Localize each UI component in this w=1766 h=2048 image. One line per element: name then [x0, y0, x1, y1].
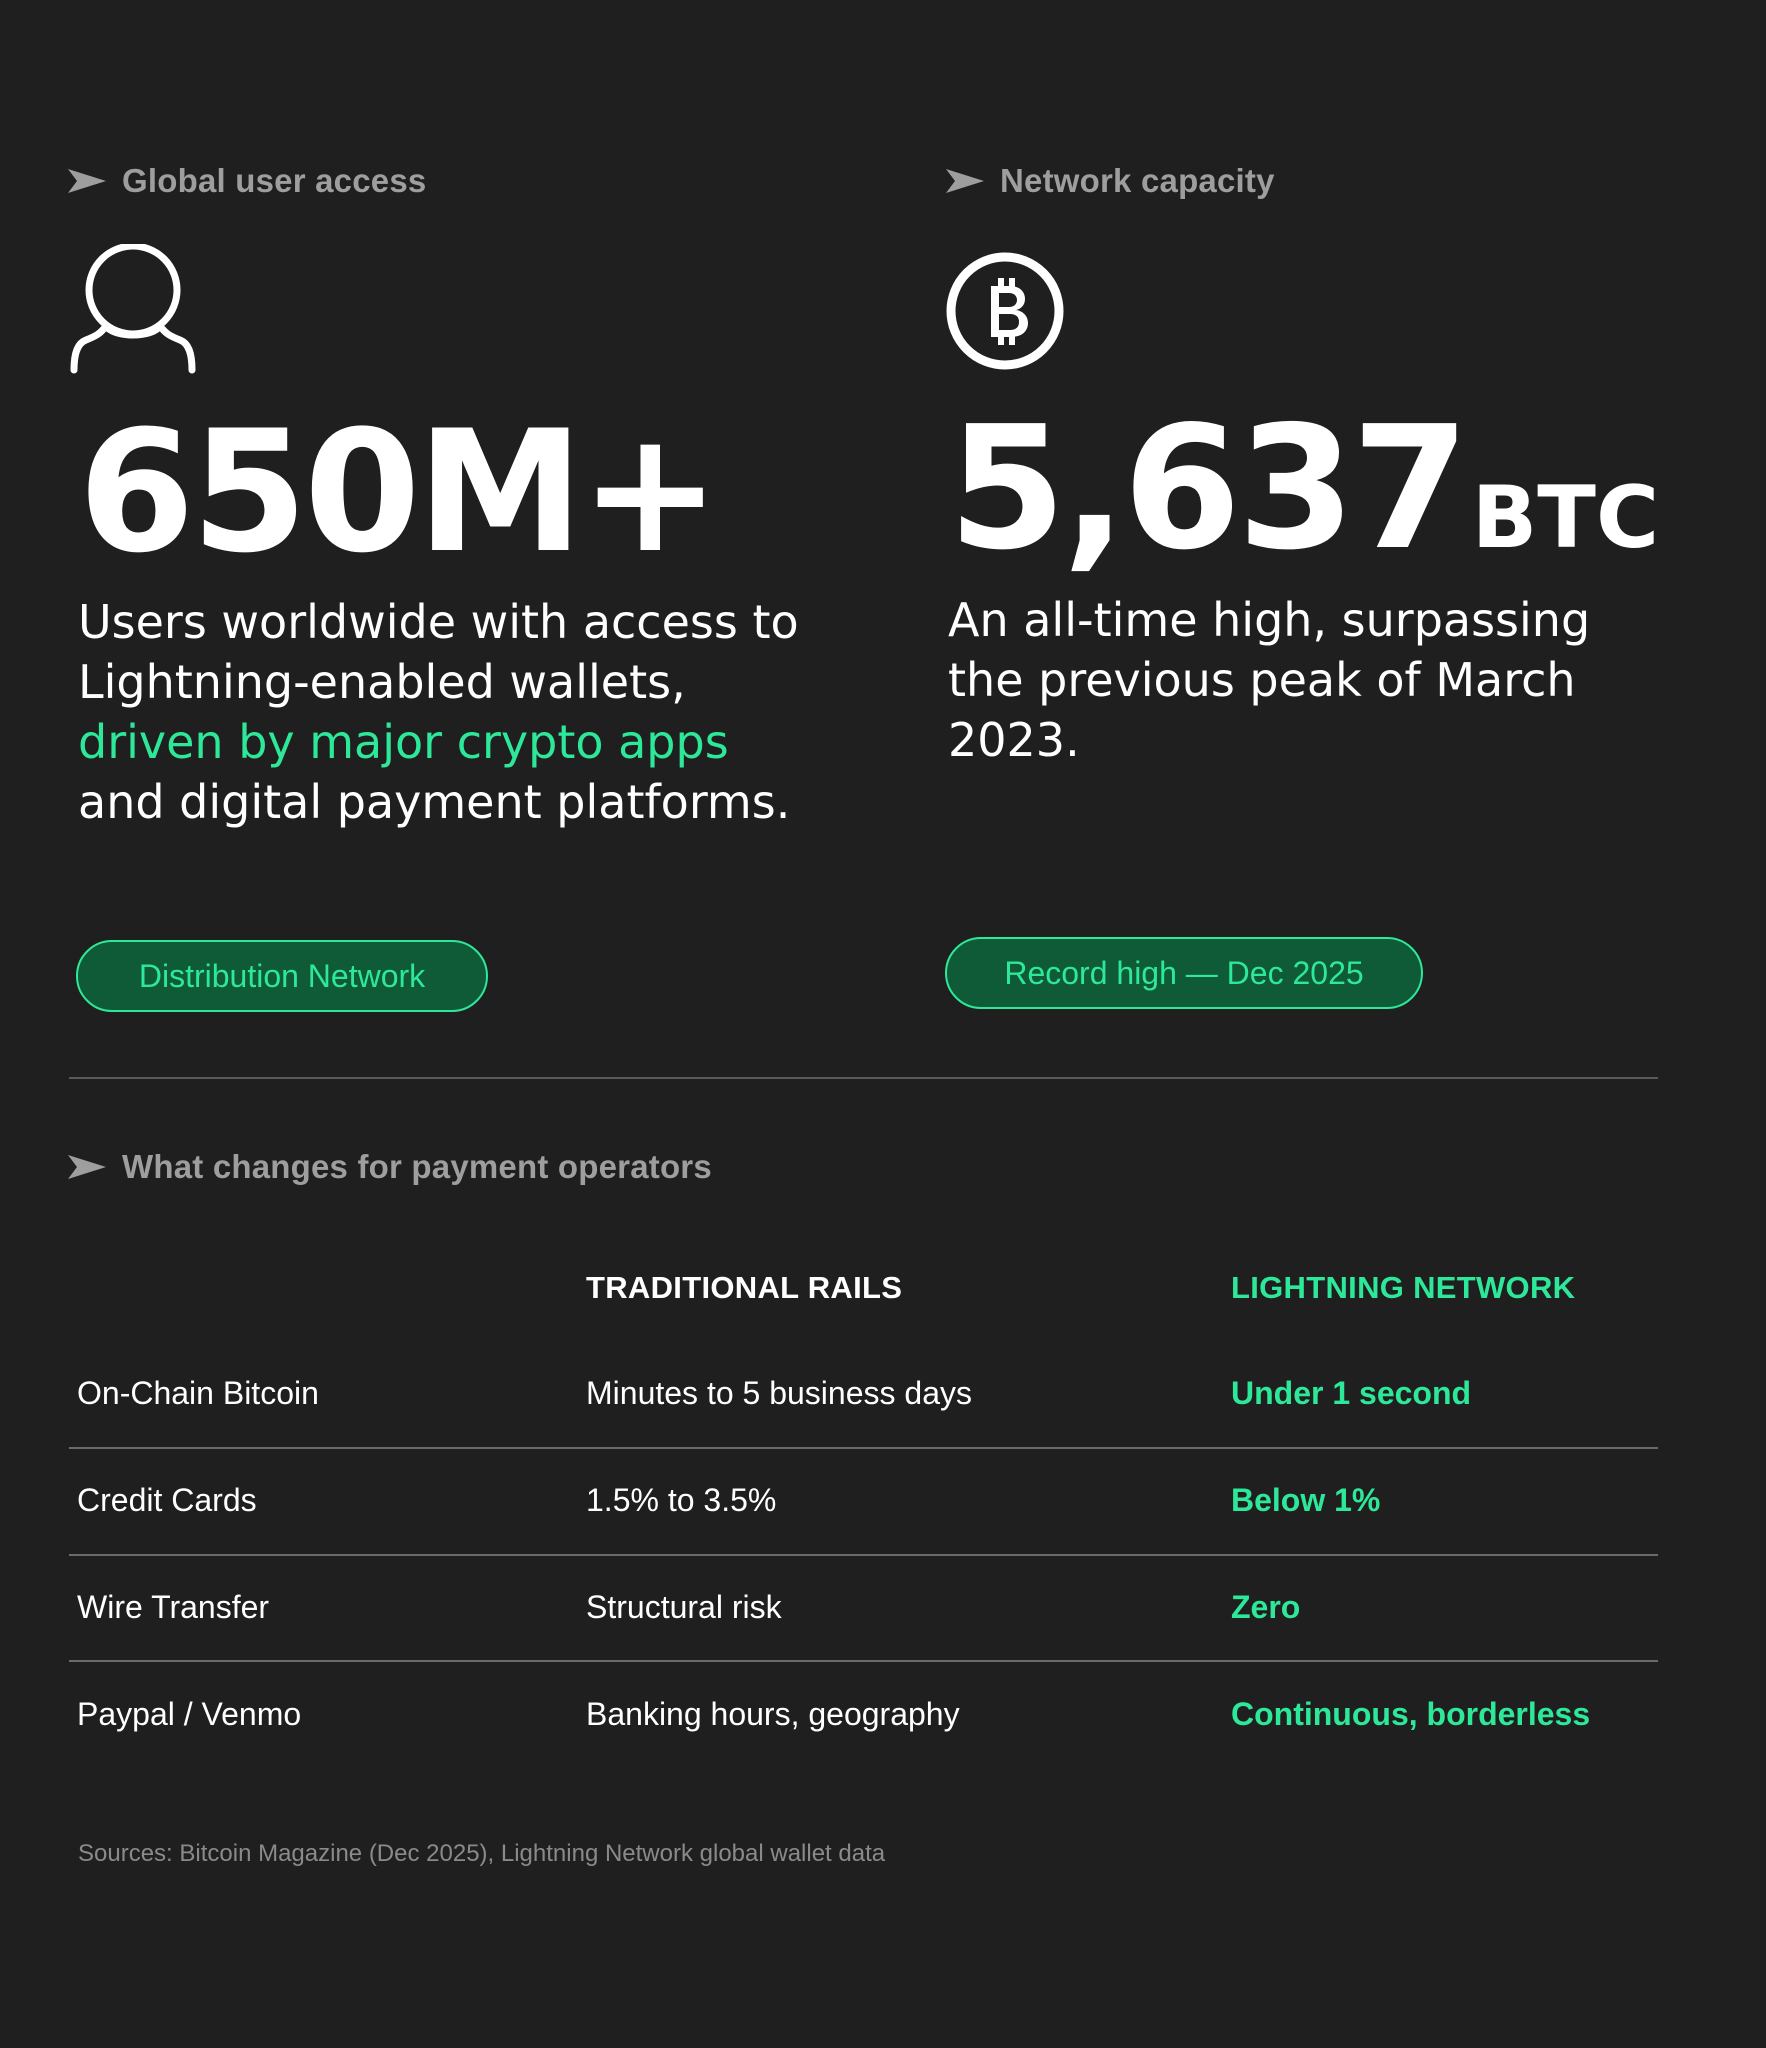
- row-traditional-on-chain: Minutes to 5 business days: [586, 1375, 972, 1411]
- user-description: [78, 592, 818, 832]
- btc-capacity-stat: [948, 390, 1660, 588]
- row-lightning-wire-transfer: Zero: [1231, 1589, 1301, 1625]
- row-divider: [69, 1554, 1658, 1556]
- row-lightning-paypal-venmo: Continuous, borderless: [1231, 1696, 1591, 1732]
- distribution-network-badge: Distribution Network: [76, 940, 488, 1012]
- section-label-global-user-access: [68, 162, 426, 200]
- sources-note: Sources: Bitcoin Magazine (Dec 2025), Lightning Network global wallet data: [78, 1840, 886, 1867]
- row-name-paypal-venmo: Paypal / Venmo: [77, 1696, 302, 1732]
- arrow-icon: [946, 168, 984, 194]
- record-high-badge: Record high — Dec 2025: [945, 937, 1423, 1009]
- section-label-text: Network capacity: [1000, 162, 1275, 199]
- row-lightning-on-chain: Under 1 second: [1231, 1375, 1472, 1411]
- row-divider: [69, 1660, 1658, 1662]
- row-traditional-credit-cards: 1.5% to 3.5%: [586, 1482, 777, 1518]
- user-description-accent: driven by major crypto apps: [78, 715, 729, 769]
- row-name-wire-transfer: Wire Transfer: [77, 1589, 270, 1625]
- user-stat: 650M+: [78, 394, 717, 590]
- arrow-icon: [68, 1154, 106, 1180]
- section-divider: [69, 1077, 1658, 1079]
- bitcoin-icon: [946, 252, 1064, 375]
- row-divider: [69, 1447, 1658, 1449]
- btc-unit: BTC: [1471, 468, 1660, 568]
- arrow-icon: [68, 168, 106, 194]
- row-name-on-chain: On-Chain Bitcoin: [77, 1375, 319, 1411]
- row-lightning-credit-cards: Below 1%: [1231, 1482, 1381, 1518]
- section-label-payment-operators: [68, 1148, 712, 1186]
- capacity-description: An all-time high, surpassing the previous peak of March 2023.: [948, 593, 1591, 767]
- user-description-text: Users worldwide with access to Lightning-enabled wallets,: [78, 595, 799, 709]
- btc-capacity-value: 5,637: [948, 390, 1466, 588]
- user-description-tail: and digital payment platforms.: [78, 775, 791, 829]
- section-label-text: What changes for payment operators: [122, 1148, 712, 1185]
- row-name-credit-cards: Credit Cards: [77, 1482, 257, 1518]
- column-header-lightning: LIGHTNING NETWORK: [1231, 1270, 1576, 1305]
- user-icon: [70, 244, 196, 379]
- row-traditional-wire-transfer: Structural risk: [586, 1589, 782, 1625]
- row-traditional-paypal-venmo: Banking hours, geography: [586, 1696, 960, 1732]
- section-label-network-capacity: [946, 162, 1275, 200]
- section-label-text: Global user access: [122, 162, 427, 199]
- column-header-traditional: TRADITIONAL RAILS: [586, 1270, 903, 1305]
